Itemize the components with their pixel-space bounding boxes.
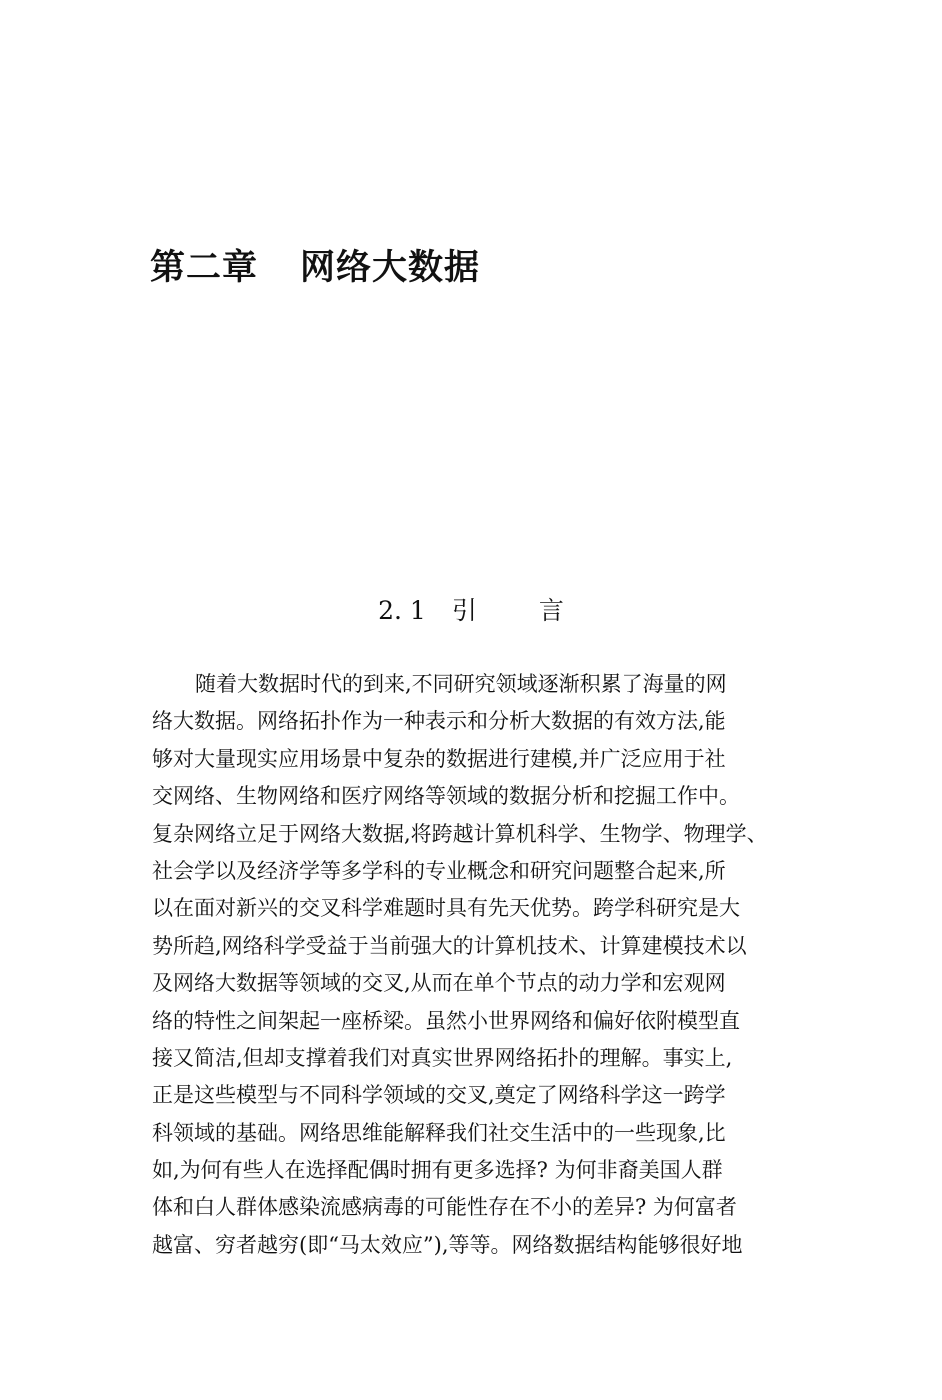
paragraph-line: 正是这些模型与不同科学领域的交叉,奠定了网络科学这一跨学 xyxy=(152,1083,726,1108)
chapter-label: 第二章 xyxy=(150,247,259,288)
paragraph-line: 随着大数据时代的到来,不同研究领域逐渐积累了海量的网 xyxy=(195,672,727,696)
paragraph-line: 科领域的基础。网络思维能解释我们社交生活中的一些现象,比 xyxy=(152,1120,726,1145)
paragraph-line: 势所趋,网络科学受益于当前强大的计算机技术、计算建模技术以 xyxy=(152,933,747,958)
paragraph-line: 够对大量现实应用场景中复杂的数据进行建模,并广泛应用于社 xyxy=(152,746,726,771)
section-number: 2. 1 xyxy=(378,596,426,625)
section-heading xyxy=(0,594,942,628)
paragraph-line: 及网络大数据等领域的交叉,从而在单个节点的动力学和宏观网 xyxy=(152,971,726,996)
paragraph-line: 复杂网络立足于网络大数据,将跨越计算机科学、生物学、物理学、 xyxy=(152,821,768,846)
paragraph-line: 社会学以及经济学等多学科的专业概念和研究问题整合起来,所 xyxy=(152,858,726,883)
paragraph-line: 以在面对新兴的交叉科学难题时具有先天优势。跨学科研究是大 xyxy=(152,896,740,921)
section-title-part-1: 引 xyxy=(451,596,477,625)
section-title-part-2: 言 xyxy=(538,596,564,625)
paragraph-line: 络的特性之间架起一座桥梁。虽然小世界网络和偏好依附模型直 xyxy=(152,1008,740,1033)
paragraph-line: 如,为何有些人在选择配偶时拥有更多选择? 为何非裔美国人群 xyxy=(152,1158,723,1183)
paragraph-line: 交网络、生物网络和医疗网络等领域的数据分析和挖掘工作中。 xyxy=(152,784,740,809)
body-paragraph xyxy=(152,666,792,1264)
chapter-title: 网络大数据 xyxy=(300,247,481,288)
chapter-heading xyxy=(150,246,480,290)
paragraph-line: 体和白人群体感染流感病毒的可能性存在不小的差异? 为何富者 xyxy=(152,1195,737,1220)
paragraph-line: 接又简洁,但却支撑着我们对真实世界网络拓扑的理解。事实上, xyxy=(152,1045,733,1070)
paragraph-line: 络大数据。网络拓扑作为一种表示和分析大数据的有效方法,能 xyxy=(152,709,726,734)
paragraph-line: 越富、穷者越穷(即“马太效应”),等等。网络数据结构能够很好地 xyxy=(152,1232,743,1257)
